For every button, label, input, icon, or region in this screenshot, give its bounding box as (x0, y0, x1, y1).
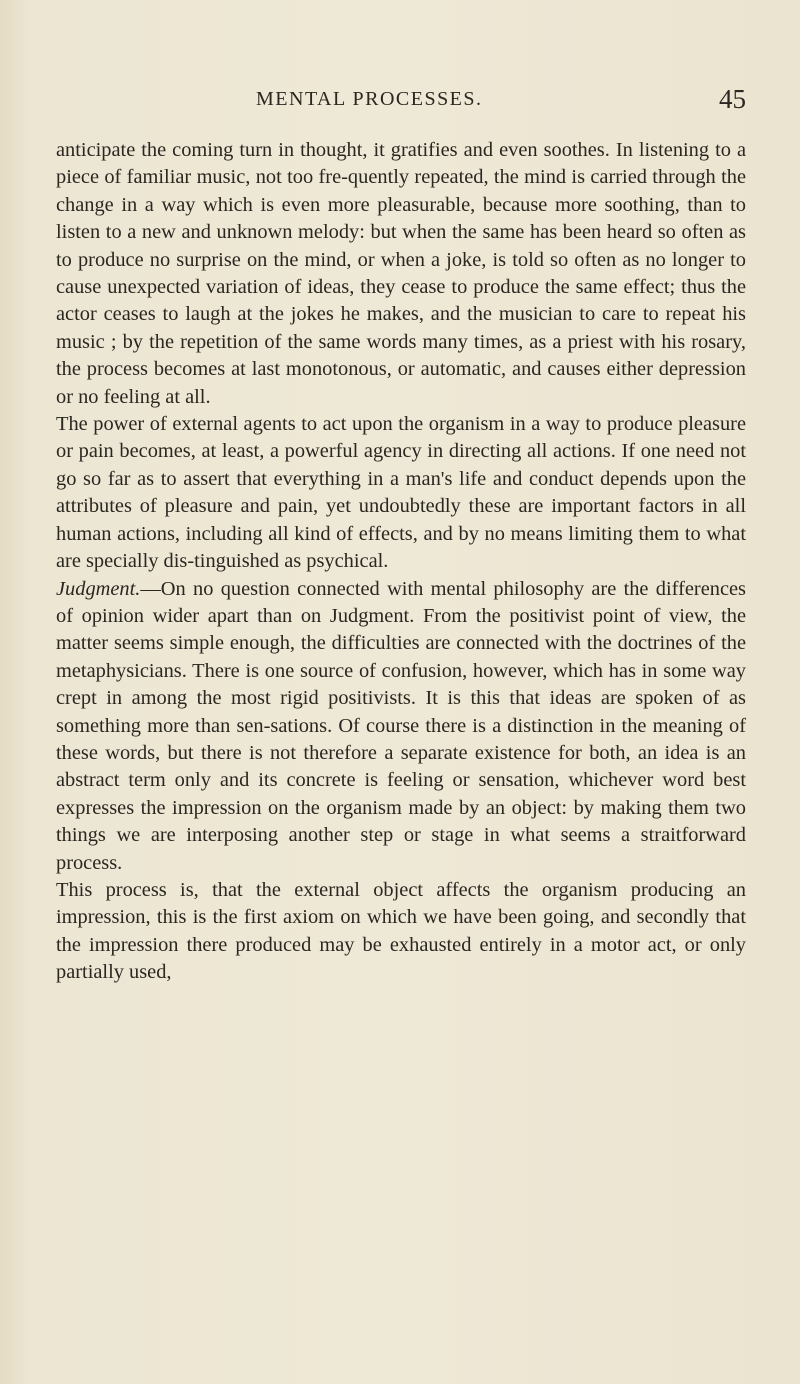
section-heading-judgment: Judgment. (56, 577, 141, 600)
paragraph-4-text: This process is, that the external object affects the organism producing an impression, this is the first axiom on which we have been going, and secondly that the impression there produced may be exhausted entirely in a motor act, or only partially used, (56, 878, 746, 984)
running-head: MENTAL PROCESSES. (256, 88, 483, 110)
paragraph-1-text: anticipate the coming turn in thought, it gratifies and even soothes. In listening to a piece of familiar music, not too fre-quently repeated, the mind is carried through the change in a way which is even more pleasurable, because more soothing, than to listen to a new and unknown melody: but when the same has been heard so often as to produce no surprise on the mind, or when a joke, is told so often as no longer to cause unexpected variation of ideas, they cease to produce the same effect; thus the actor ceases to laugh at the jokes he makes, and the musician to care to repeat his music ; by the repetition of the same words many times, as a priest with his rosary, the process becomes at last monotonous, or automatic, and causes either depression or no feeling at all. (56, 139, 746, 408)
paragraph-1 (56, 137, 746, 411)
body-text (56, 137, 746, 987)
page-number: 45 (719, 84, 746, 114)
paragraph-3 (56, 576, 746, 877)
paragraph-2 (56, 411, 746, 575)
page-header (56, 84, 746, 124)
paragraph-3-text: —On no question connected with mental philosophy are the differences of opinion wider apart than on Judgment. From the positivist point of view, the matter seems simple enough, the difficulties are connected with the doctrines of the metaphysicians. There is one source of confusion, however, which has in some way crept in among the most rigid positivists. It is this that ideas are spoken of as something more than sen-sations. Of course there is a distinction in the meaning of these words, but there is not therefore a separate existence for both, an idea is an abstract term only and its concrete is feeling or sensation, whichever word best expresses the impression on the organism made by an object: by making them two things we are interposing another step or stage in what seems a straitforward process. (56, 577, 746, 874)
paragraph-2-text: The power of external agents to act upon the organism in a way to produce pleasure or pain becomes, at least, a powerful agency in directing all actions. If one need not go so far as to assert that everything in a man's life and conduct depends upon the attributes of pleasure and pain, yet undoubtedly these are important factors in all human actions, including all kind of effects, and by no means limiting them to what are specially dis-tinguished as psychical. (56, 413, 746, 573)
paragraph-4 (56, 877, 746, 987)
